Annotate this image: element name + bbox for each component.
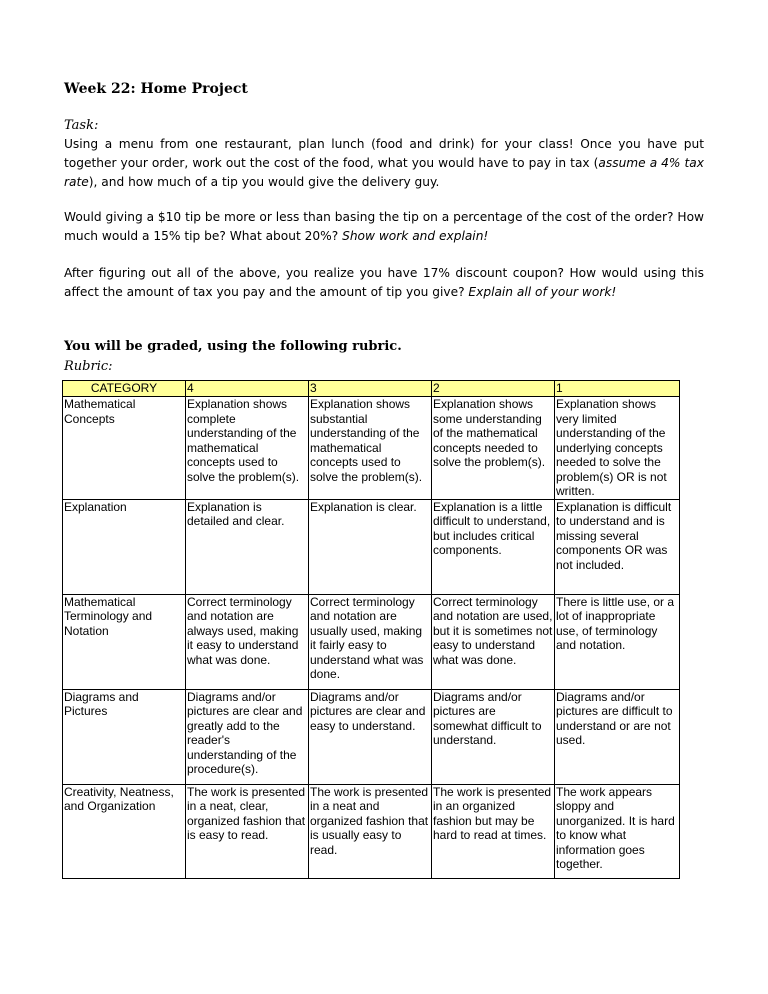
cell-score-1: The work appears sloppy and unorganized. It is hard to know what information goes together. [555,784,680,878]
cell-score-1: Explanation is difficult to understand and is missing several components OR was not included. [555,499,680,594]
table-row [63,689,680,784]
header-score-1: 1 [555,381,680,397]
cell-score-2: Diagrams and/or pictures are somewhat difficult to understand. [432,689,555,784]
cell-score-4: Explanation shows complete understanding of the mathematical concepts used to solve the problem(s). [186,397,309,500]
p2-emphasis: Show work and explain! [342,229,489,243]
cell-score-3: The work is presented in a neat and organized fashion that is usually easy to read. [309,784,432,878]
cell-score-3: Correct terminology and notation are usually used, making it fairly easy to understand what was done. [309,594,432,689]
cell-score-3: Explanation shows substantial understanding of the mathematical concepts used to solve the problem(s). [309,397,432,500]
header-score-3: 3 [309,381,432,397]
cell-score-3: Explanation is clear. [309,499,432,594]
p3-text-1: After figuring out all of the above, you realize you have 17% discount coupon? How would using this affect the amount of tax you pay and the amount of tip you give? [64,266,704,299]
header-score-4: 4 [186,381,309,397]
task-paragraph-1 [64,135,704,192]
header-category: CATEGORY [63,381,186,397]
cell-score-4: Explanation is detailed and clear. [186,499,309,594]
page-title: Week 22: Home Project [64,81,248,97]
rubric-table [62,380,680,879]
p1-emphasis: assume a 4% tax rate [64,156,704,189]
rubric-header-row [63,381,680,397]
cell-score-2: Correct terminology and notation are used, but it is sometimes not easy to understand what was done. [432,594,555,689]
table-row [63,784,680,878]
table-row [63,594,680,689]
graded-heading: You will be graded, using the following rubric. [64,339,402,354]
cell-score-1: Diagrams and/or pictures are difficult to understand or are not used. [555,689,680,784]
row-category: Diagrams and Pictures [63,689,186,784]
cell-score-2: Explanation is a little difficult to understand, but includes critical components. [432,499,555,594]
p1-text-2: ), and how much of a tip you would give the delivery guy. [88,175,440,189]
table-row [63,397,680,500]
row-category: Explanation [63,499,186,594]
p1-text-1: Using a menu from one restaurant, plan lunch (food and drink) for your class! Once you have put together your order, work out the cost of the food, what you would have to pay in tax ( [64,137,704,170]
cell-score-2: Explanation shows some understanding of the mathematical concepts needed to solve the problem(s). [432,397,555,500]
cell-score-4: The work is presented in a neat, clear, organized fashion that is easy to read. [186,784,309,878]
task-paragraph-3 [64,264,704,302]
header-score-2: 2 [432,381,555,397]
cell-score-2: The work is presented in an organized fashion but may be hard to read at times. [432,784,555,878]
task-label: Task: [64,118,99,133]
cell-score-4: Diagrams and/or pictures are clear and greatly add to the reader's understanding of the procedure(s). [186,689,309,784]
cell-score-1: There is little use, or a lot of inappropriate use, of terminology and notation. [555,594,680,689]
row-category: Mathematical Concepts [63,397,186,500]
cell-score-1: Explanation shows very limited understanding of the underlying concepts needed to solve the problem(s) OR is not written. [555,397,680,500]
rubric-label: Rubric: [64,359,113,374]
task-paragraph-2 [64,208,704,246]
p2-text-1: Would giving a $10 tip be more or less than basing the tip on a percentage of the cost of the order? How much would a 15% tip be? What about 20%? [64,210,704,243]
table-row [63,499,680,594]
cell-score-3: Diagrams and/or pictures are clear and easy to understand. [309,689,432,784]
p3-emphasis: Explain all of your work! [468,285,617,299]
row-category: Creativity, Neatness, and Organization [63,784,186,878]
row-category: Mathematical Terminology and Notation [63,594,186,689]
cell-score-4: Correct terminology and notation are always used, making it easy to understand what was done. [186,594,309,689]
